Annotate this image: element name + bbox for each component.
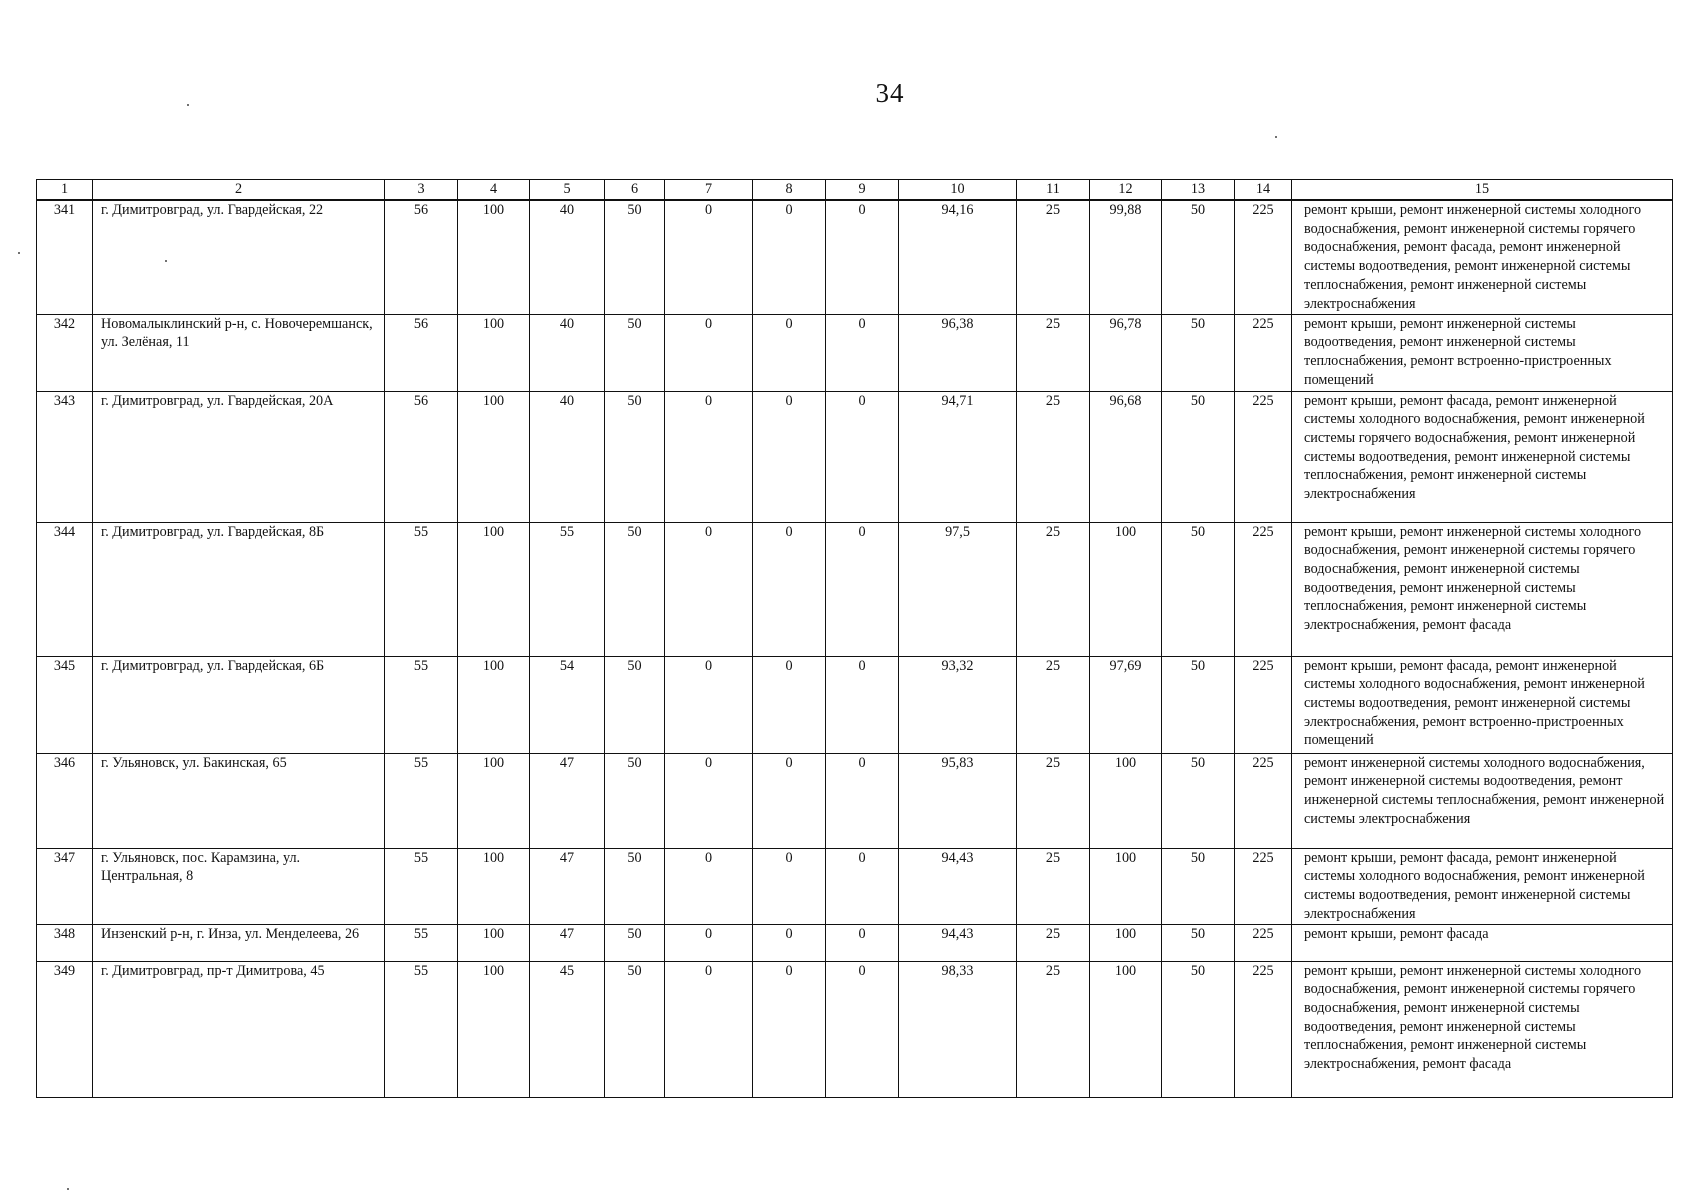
cell-col-6: 50 xyxy=(605,961,665,1097)
repair-works-list: ремонт крыши, ремонт фасада, ремонт инженерной системы холодного водоснабжения, ремонт инженерной системы горячего водоснабжения, ремонт инженерной системы водоотведения, ремонт инженерной системы теплоснабжения, ремонт инженерной системы электроснабжения xyxy=(1292,391,1673,522)
cell-col-14: 225 xyxy=(1235,848,1292,924)
cell-col-8: 0 xyxy=(753,924,826,961)
cell-col-12: 100 xyxy=(1090,961,1162,1097)
repair-works-list: ремонт инженерной системы холодного водоснабжения, ремонт инженерной системы водоотведения, ремонт инженерной системы теплоснабжения, ремонт инженерной системы электроснабжения xyxy=(1292,753,1673,848)
cell-col-7: 0 xyxy=(665,656,753,753)
cell-col-10: 95,83 xyxy=(899,753,1017,848)
cell-col-4: 100 xyxy=(458,391,530,522)
cell-col-6: 50 xyxy=(605,753,665,848)
cell-col-10: 98,33 xyxy=(899,961,1017,1097)
repair-works-list: ремонт крыши, ремонт инженерной системы холодного водоснабжения, ремонт инженерной системы горячего водоснабжения, ремонт инженерной системы водоотведения, ремонт инженерной системы теплоснабжения, ремонт инженерной системы электроснабжения, ремонт фасада xyxy=(1292,961,1673,1097)
cell-col-7: 0 xyxy=(665,314,753,391)
cell-col-4: 100 xyxy=(458,753,530,848)
cell-col-14: 225 xyxy=(1235,314,1292,391)
cell-col-6: 50 xyxy=(605,924,665,961)
cell-col-13: 50 xyxy=(1162,314,1235,391)
cell-col-13: 50 xyxy=(1162,961,1235,1097)
repair-works-list: ремонт крыши, ремонт фасада xyxy=(1292,924,1673,961)
column-header-4: 4 xyxy=(458,180,530,201)
cell-col-9: 0 xyxy=(826,314,899,391)
cell-col-3: 56 xyxy=(385,314,458,391)
row-number: 345 xyxy=(37,656,93,753)
cell-col-9: 0 xyxy=(826,200,899,314)
cell-col-10: 94,16 xyxy=(899,200,1017,314)
cell-col-7: 0 xyxy=(665,391,753,522)
row-number: 342 xyxy=(37,314,93,391)
cell-col-12: 99,88 xyxy=(1090,200,1162,314)
cell-col-4: 100 xyxy=(458,924,530,961)
building-address: г. Ульяновск, ул. Бакинская, 65 xyxy=(93,753,385,848)
cell-col-9: 0 xyxy=(826,961,899,1097)
cell-col-13: 50 xyxy=(1162,522,1235,656)
building-address: г. Димитровград, ул. Гвардейская, 6Б xyxy=(93,656,385,753)
cell-col-11: 25 xyxy=(1017,753,1090,848)
cell-col-3: 55 xyxy=(385,522,458,656)
cell-col-9: 0 xyxy=(826,522,899,656)
cell-col-4: 100 xyxy=(458,200,530,314)
cell-col-10: 94,71 xyxy=(899,391,1017,522)
cell-col-14: 225 xyxy=(1235,391,1292,522)
cell-col-3: 55 xyxy=(385,656,458,753)
row-number: 348 xyxy=(37,924,93,961)
repair-works-list: ремонт крыши, ремонт фасада, ремонт инженерной системы холодного водоснабжения, ремонт инженерной системы водоотведения, ремонт инженерной системы электроснабжения, ремонт встроенно-пристроенных помещений xyxy=(1292,656,1673,753)
cell-col-13: 50 xyxy=(1162,391,1235,522)
cell-col-6: 50 xyxy=(605,848,665,924)
building-address: г. Димитровград, ул. Гвардейская, 20А xyxy=(93,391,385,522)
column-header-12: 12 xyxy=(1090,180,1162,201)
column-header-9: 9 xyxy=(826,180,899,201)
cell-col-3: 55 xyxy=(385,924,458,961)
cell-col-4: 100 xyxy=(458,848,530,924)
cell-col-14: 225 xyxy=(1235,522,1292,656)
cell-col-5: 40 xyxy=(530,200,605,314)
building-address: Новомалыклинский р-н, с. Новочеремшанск, ул. Зелёная, 11 xyxy=(93,314,385,391)
table-body xyxy=(37,200,1673,1097)
row-number: 343 xyxy=(37,391,93,522)
page-number: 34 xyxy=(875,78,905,108)
cell-col-7: 0 xyxy=(665,924,753,961)
table-row xyxy=(37,753,1673,848)
cell-col-5: 55 xyxy=(530,522,605,656)
cell-col-5: 54 xyxy=(530,656,605,753)
column-number-header xyxy=(37,180,1673,201)
column-header-8: 8 xyxy=(753,180,826,201)
cell-col-11: 25 xyxy=(1017,200,1090,314)
cell-col-5: 40 xyxy=(530,391,605,522)
building-address: г. Димитровград, ул. Гвардейская, 22 xyxy=(93,200,385,314)
cell-col-10: 94,43 xyxy=(899,924,1017,961)
cell-col-13: 50 xyxy=(1162,848,1235,924)
column-header-14: 14 xyxy=(1235,180,1292,201)
header-row xyxy=(37,180,1673,201)
column-header-13: 13 xyxy=(1162,180,1235,201)
cell-col-9: 0 xyxy=(826,848,899,924)
cell-col-9: 0 xyxy=(826,391,899,522)
cell-col-11: 25 xyxy=(1017,961,1090,1097)
cell-col-6: 50 xyxy=(605,656,665,753)
repair-works-list: ремонт крыши, ремонт инженерной системы холодного водоснабжения, ремонт инженерной системы горячего водоснабжения, ремонт инженерной системы водоотведения, ремонт инженерной системы теплоснабжения, ремонт инженерной системы электроснабжения, ремонт фасада xyxy=(1292,522,1673,656)
cell-col-6: 50 xyxy=(605,314,665,391)
cell-col-11: 25 xyxy=(1017,924,1090,961)
cell-col-5: 47 xyxy=(530,848,605,924)
column-header-6: 6 xyxy=(605,180,665,201)
repair-works-list: ремонт крыши, ремонт инженерной системы холодного водоснабжения, ремонт инженерной системы горячего водоснабжения, ремонт фасада, ремонт инженерной системы водоотведения, ремонт инженерной системы теплоснабжения, ремонт инженерной системы электроснабжения xyxy=(1292,200,1673,314)
cell-col-8: 0 xyxy=(753,200,826,314)
repair-works-list: ремонт крыши, ремонт инженерной системы водоотведения, ремонт инженерной системы теплоснабжения, ремонт встроенно-пристроенных помещений xyxy=(1292,314,1673,391)
column-header-7: 7 xyxy=(665,180,753,201)
cell-col-14: 225 xyxy=(1235,924,1292,961)
cell-col-9: 0 xyxy=(826,656,899,753)
table-row xyxy=(37,391,1673,522)
table-row xyxy=(37,961,1673,1097)
cell-col-14: 225 xyxy=(1235,200,1292,314)
cell-col-4: 100 xyxy=(458,961,530,1097)
cell-col-4: 100 xyxy=(458,656,530,753)
cell-col-3: 56 xyxy=(385,200,458,314)
cell-col-12: 100 xyxy=(1090,522,1162,656)
column-header-11: 11 xyxy=(1017,180,1090,201)
cell-col-7: 0 xyxy=(665,961,753,1097)
cell-col-8: 0 xyxy=(753,753,826,848)
table-row xyxy=(37,200,1673,314)
building-address: г. Димитровград, пр-т Димитрова, 45 xyxy=(93,961,385,1097)
cell-col-10: 96,38 xyxy=(899,314,1017,391)
cell-col-12: 96,68 xyxy=(1090,391,1162,522)
cell-col-6: 50 xyxy=(605,522,665,656)
cell-col-5: 47 xyxy=(530,924,605,961)
table-row xyxy=(37,656,1673,753)
cell-col-12: 100 xyxy=(1090,753,1162,848)
column-header-15: 15 xyxy=(1292,180,1673,201)
row-number: 349 xyxy=(37,961,93,1097)
cell-col-12: 96,78 xyxy=(1090,314,1162,391)
cell-col-14: 225 xyxy=(1235,753,1292,848)
cell-col-11: 25 xyxy=(1017,314,1090,391)
cell-col-13: 50 xyxy=(1162,753,1235,848)
cell-col-8: 0 xyxy=(753,391,826,522)
building-address: Инзенский р-н, г. Инза, ул. Менделеева, 26 xyxy=(93,924,385,961)
cell-col-5: 47 xyxy=(530,753,605,848)
row-number: 344 xyxy=(37,522,93,656)
row-number: 347 xyxy=(37,848,93,924)
cell-col-13: 50 xyxy=(1162,656,1235,753)
column-header-10: 10 xyxy=(899,180,1017,201)
table-row xyxy=(37,522,1673,656)
cell-col-6: 50 xyxy=(605,391,665,522)
table-row xyxy=(37,924,1673,961)
cell-col-9: 0 xyxy=(826,753,899,848)
column-header-5: 5 xyxy=(530,180,605,201)
row-number: 341 xyxy=(37,200,93,314)
repair-works-list: ремонт крыши, ремонт фасада, ремонт инженерной системы холодного водоснабжения, ремонт инженерной системы водоотведения, ремонт инженерной системы электроснабжения xyxy=(1292,848,1673,924)
table-row xyxy=(37,314,1673,391)
cell-col-7: 0 xyxy=(665,200,753,314)
cell-col-8: 0 xyxy=(753,656,826,753)
building-address: г. Ульяновск, пос. Карамзина, ул. Центральная, 8 xyxy=(93,848,385,924)
cell-col-12: 100 xyxy=(1090,924,1162,961)
cell-col-5: 45 xyxy=(530,961,605,1097)
column-header-3: 3 xyxy=(385,180,458,201)
cell-col-3: 56 xyxy=(385,391,458,522)
cell-col-11: 25 xyxy=(1017,391,1090,522)
cell-col-7: 0 xyxy=(665,522,753,656)
repair-register-table xyxy=(36,179,1673,1098)
cell-col-13: 50 xyxy=(1162,924,1235,961)
cell-col-11: 25 xyxy=(1017,522,1090,656)
cell-col-12: 97,69 xyxy=(1090,656,1162,753)
cell-col-8: 0 xyxy=(753,522,826,656)
cell-col-11: 25 xyxy=(1017,848,1090,924)
cell-col-8: 0 xyxy=(753,961,826,1097)
cell-col-14: 225 xyxy=(1235,961,1292,1097)
cell-col-3: 55 xyxy=(385,961,458,1097)
cell-col-7: 0 xyxy=(665,848,753,924)
table-row xyxy=(37,848,1673,924)
column-header-2: 2 xyxy=(93,180,385,201)
cell-col-6: 50 xyxy=(605,200,665,314)
cell-col-10: 94,43 xyxy=(899,848,1017,924)
cell-col-8: 0 xyxy=(753,848,826,924)
cell-col-11: 25 xyxy=(1017,656,1090,753)
cell-col-4: 100 xyxy=(458,522,530,656)
cell-col-5: 40 xyxy=(530,314,605,391)
cell-col-3: 55 xyxy=(385,848,458,924)
cell-col-10: 97,5 xyxy=(899,522,1017,656)
row-number: 346 xyxy=(37,753,93,848)
cell-col-4: 100 xyxy=(458,314,530,391)
cell-col-12: 100 xyxy=(1090,848,1162,924)
cell-col-9: 0 xyxy=(826,924,899,961)
building-address: г. Димитровград, ул. Гвардейская, 8Б xyxy=(93,522,385,656)
cell-col-14: 225 xyxy=(1235,656,1292,753)
cell-col-3: 55 xyxy=(385,753,458,848)
cell-col-10: 93,32 xyxy=(899,656,1017,753)
cell-col-13: 50 xyxy=(1162,200,1235,314)
column-header-1: 1 xyxy=(37,180,93,201)
cell-col-8: 0 xyxy=(753,314,826,391)
cell-col-7: 0 xyxy=(665,753,753,848)
